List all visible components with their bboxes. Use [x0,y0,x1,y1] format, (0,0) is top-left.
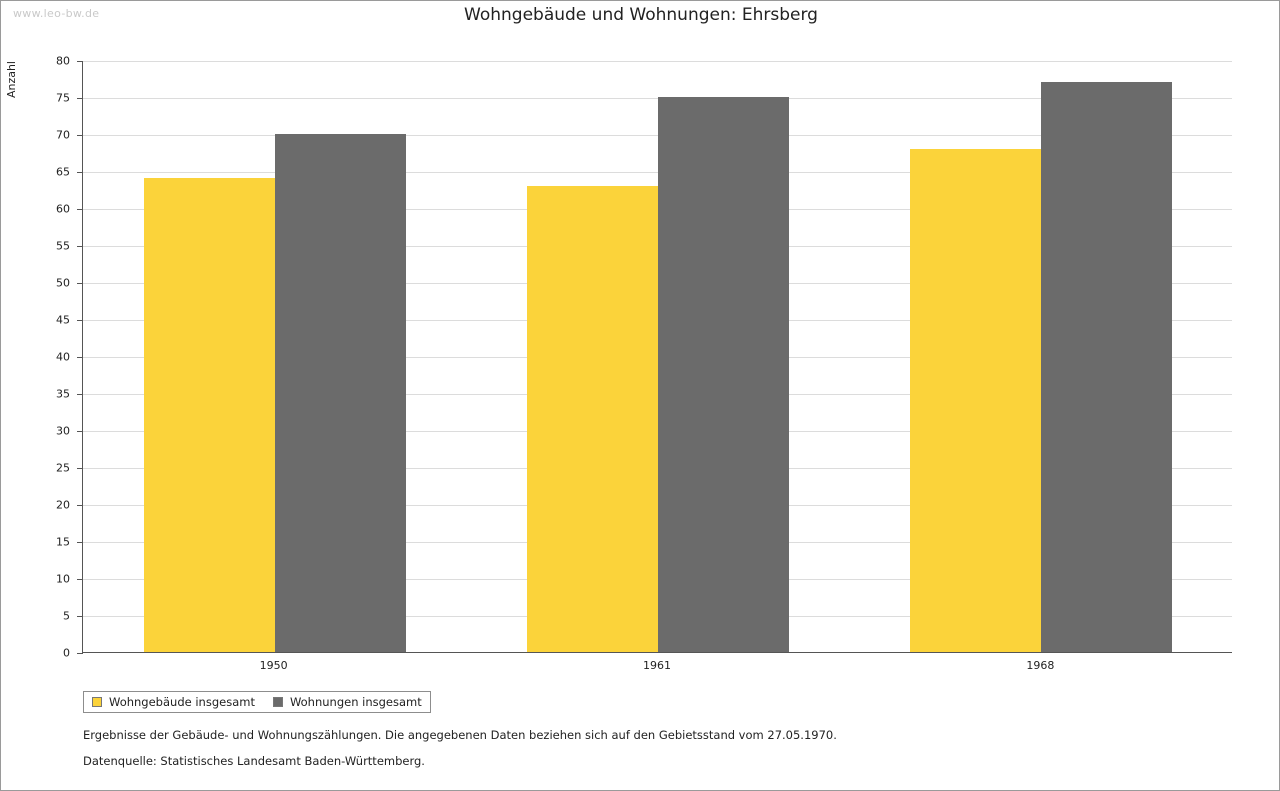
y-axis-tick [77,394,83,395]
x-axis-tick-label: 1950 [259,659,288,672]
y-axis-tick-label: 60 [56,202,70,216]
y-axis-tick-label: 5 [63,609,70,623]
x-axis-tick-label: 1968 [1026,659,1055,672]
y-axis-tick [77,61,83,62]
y-axis-tick [77,431,83,432]
y-axis-label: Anzahl [5,61,18,99]
y-axis-tick-label: 20 [56,498,70,512]
chart-note-methodology: Ergebnisse der Gebäude- und Wohnungszählungen. Die angegebenen Daten beziehen sich auf den Gebietsstand vom 27.05.1970. [83,728,837,742]
y-axis-tick-label: 50 [56,276,70,290]
y-axis-tick [77,98,83,99]
y-axis-tick [77,616,83,617]
gridline [83,653,1232,654]
y-axis-tick [77,357,83,358]
y-axis-tick [77,505,83,506]
bar-wohnungen-insgesamt-1950 [275,134,406,652]
y-axis-tick [77,653,83,654]
legend-swatch-icon [92,697,102,707]
gridline [83,61,1232,62]
y-axis-tick [77,246,83,247]
y-axis-tick-labels [1,54,76,660]
y-axis-tick [77,283,83,284]
legend-item-label: Wohnungen insgesamt [289,695,422,709]
watermark-text: www.leo-bw.de [13,7,100,20]
y-axis-tick [77,542,83,543]
y-axis-tick [77,320,83,321]
y-axis-tick [77,135,83,136]
y-axis-tick-label: 35 [56,387,70,401]
y-axis-tick-label: 40 [56,350,70,364]
legend-item-label: Wohngebäude insgesamt [109,695,255,709]
legend-item[interactable] [92,695,255,709]
y-axis-tick [77,209,83,210]
y-axis-tick-label: 45 [56,313,70,327]
chart-legend [83,691,431,713]
y-axis-tick-label: 30 [56,424,70,438]
y-axis-tick-label: 15 [56,535,70,549]
y-axis-tick-label: 65 [56,165,70,179]
bar-wohnungen-insgesamt-1961 [658,97,789,652]
y-axis-tick-label: 0 [63,646,70,660]
y-axis-tick [77,468,83,469]
chart-title: Wohngebäude und Wohnungen: Ehrsberg [464,5,818,25]
bar-wohngeb-ude-insgesamt-1950 [144,178,275,652]
y-axis-tick-label: 80 [56,54,70,68]
y-axis-tick-label: 25 [56,461,70,475]
legend-item[interactable] [273,695,422,709]
bar-wohngeb-ude-insgesamt-1968 [910,149,1041,652]
y-axis-tick [77,172,83,173]
plot-area [82,61,1232,653]
chart-note-source: Datenquelle: Statistisches Landesamt Baden-Württemberg. [83,754,425,768]
y-axis-tick-label: 55 [56,239,70,253]
y-axis-tick-label: 70 [56,128,70,142]
y-axis-tick-label: 10 [56,572,70,586]
x-axis-tick-label: 1961 [643,659,671,672]
legend-swatch-icon [273,697,283,707]
y-axis-tick [77,579,83,580]
bar-wohngeb-ude-insgesamt-1961 [527,186,658,652]
y-axis-tick-label: 75 [56,91,70,105]
bar-wohnungen-insgesamt-1968 [1041,82,1172,652]
